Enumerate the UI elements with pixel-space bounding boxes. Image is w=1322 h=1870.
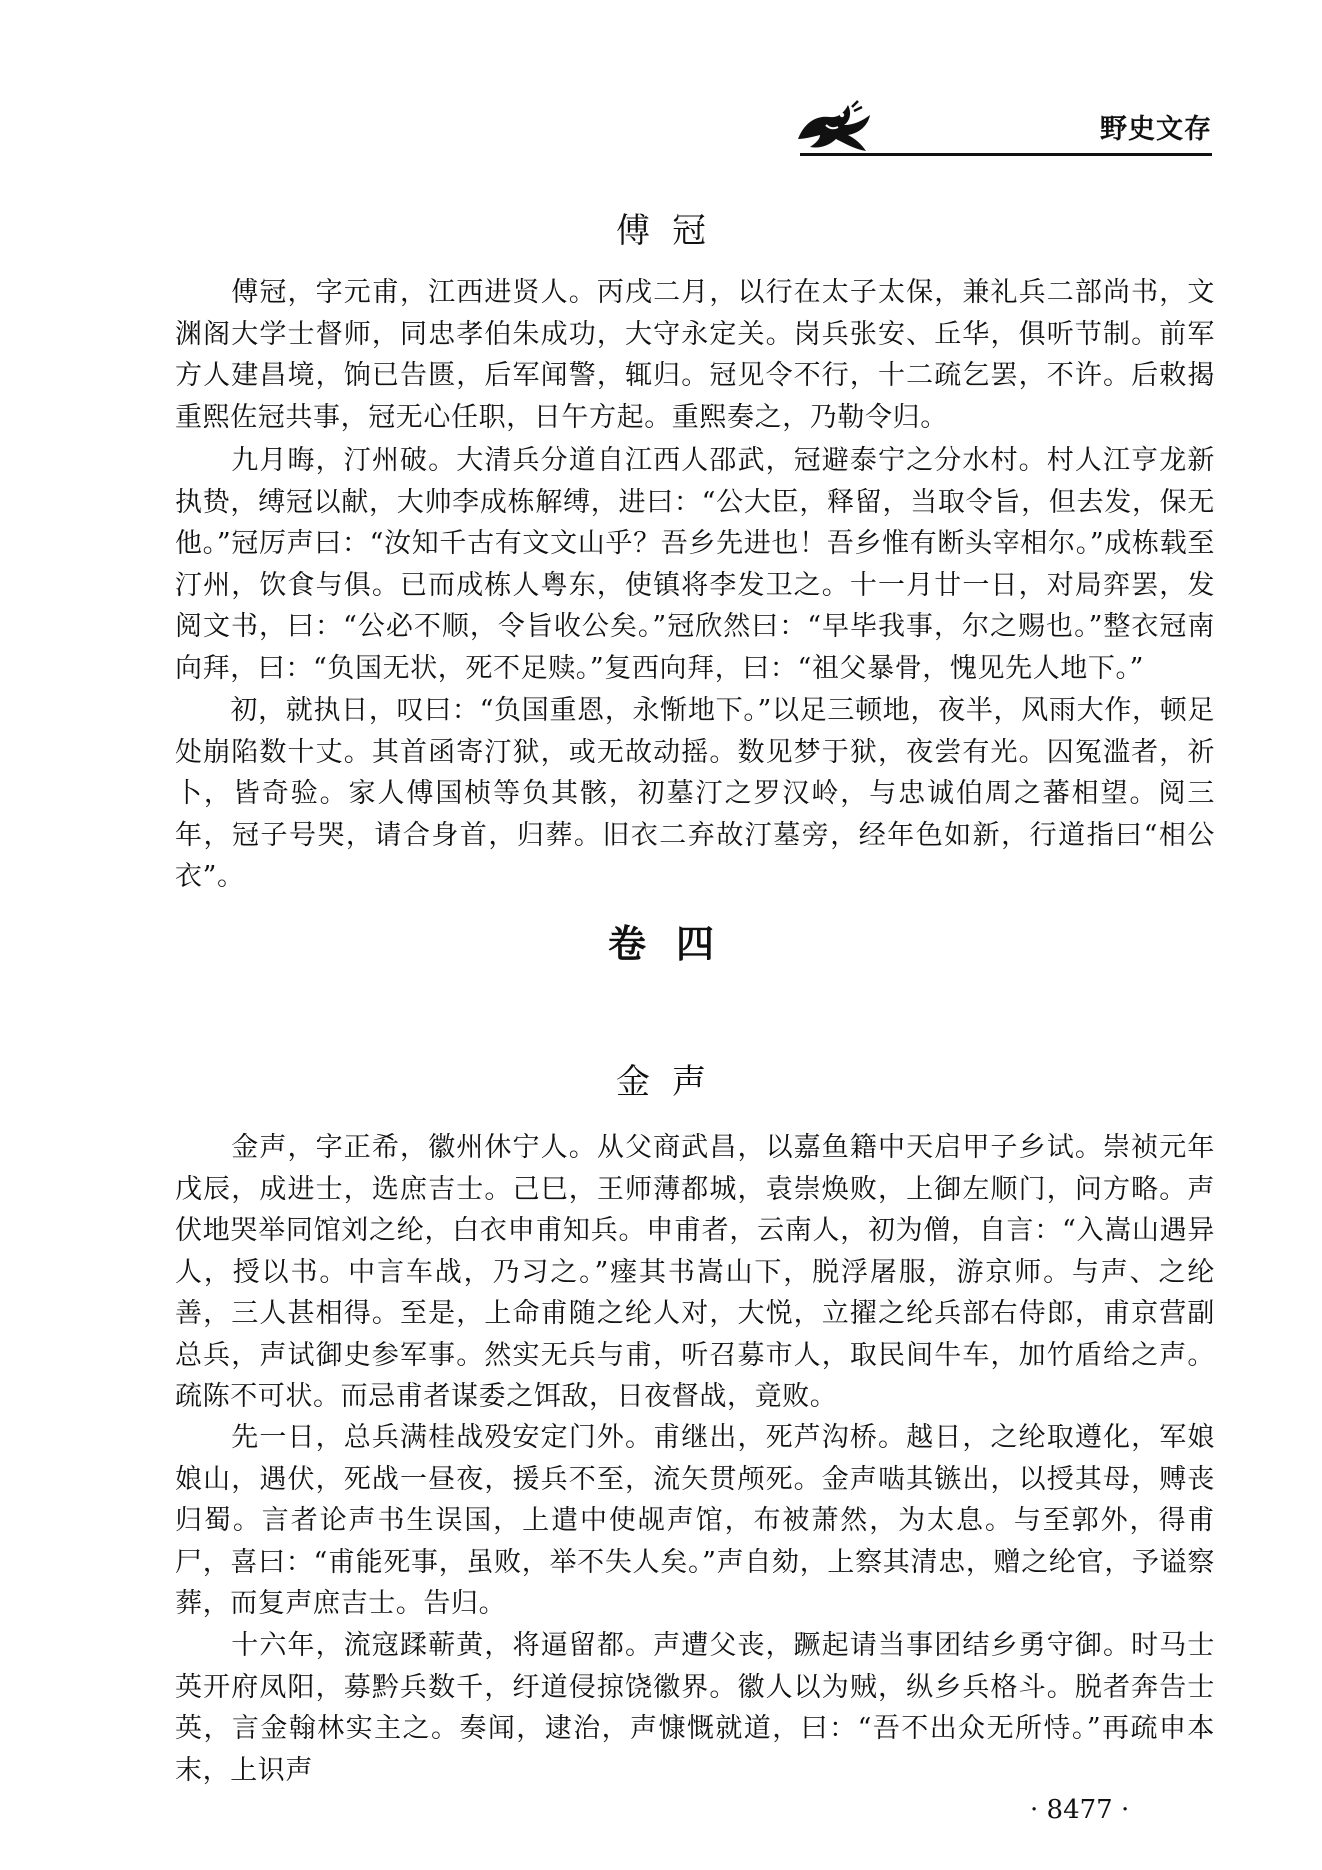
page-header (790, 95, 1212, 155)
volume-title: 卷四 (607, 922, 744, 966)
page-number: · 8477 · (1030, 1795, 1130, 1825)
paragraph: 金声，字正希，徽州休宁人。从父商武昌，以嘉鱼籍中天启甲子乡试。崇祯元年戊辰，成进士，选庶吉士。己巳，王师薄都城，袁崇焕败，上御左顺门，问方略。声伏地哭举同馆刘之纶，白衣申甫知兵。申甫者，云南人，初为僧，自言：“入嵩山遇异人，授以书。中言车战，乃习之。”瘗其书嵩山下，脱浮屠服，游京师。与声、之纶善，三人甚相得。至是，上命甫随之纶人对，大悦，立擢之纶兵部右侍郎，甫京营副总兵，声试御史参军事。然实无兵与甫，听召募市人，取民间牛车，加竹盾给之声。疏陈不可状。而忌甫者谋委之饵敌，日夜督战，竟败。 (175, 1132, 1215, 1412)
dragon-emblem-icon (790, 95, 880, 155)
paragraph: 十六年，流寇蹂蕲黄，将逼留都。声遭父丧，蹶起请当事团结乡勇守御。时马士英开府凤阳，募黔兵数千，纡道侵掠饶徽界。徽人以为贼，纵乡兵格斗。脱者奔告士英，言金翰林实主之。奏闻，逮治，声慷慨就道，曰：“吾不出众无所恃。”再疏申本末，上识声 (175, 1630, 1215, 1786)
paragraph: 初，就执日，叹曰：“负国重恩，永惭地下。”以足三顿地，夜半，风雨大作，顿足处崩陷数十丈。其首函寄汀狱，或无故动摇。数见梦于狱，夜尝有光。囚冤滥者，祈卜，皆奇验。家人傅国桢等负其骸，初墓汀之罗汉岭，与忠诚伯周之蕃相望。阅三年，冠子号哭，请合身首，归葬。旧衣二弃故汀墓旁，经年色如新，行道指曰“相公衣”。 (175, 695, 1215, 892)
series-title: 野史文存 (1100, 114, 1212, 145)
paragraph: 九月晦，汀州破。大清兵分道自江西人邵武，冠避泰宁之分水村。村人江亨龙新执贽，缚冠以献，大帅李成栋解缚，进曰：“公大臣，释留，当取令旨，但去发，保无他。”冠厉声曰：“汝知千古有文文山乎？吾乡先进也！吾乡惟有断头宰相尔。”成栋载至汀州，饮食与俱。已而成栋人粤东，使镇将李发卫之。十一月廿一日，对局弈罢，发阅文书，曰：“公必不顺，令旨收公矣。”冠欣然曰：“早毕我事，尔之赐也。”整衣冠南向拜，曰：“负国无状，死不足赎。”复西向拜，曰：“祖父暴骨，愧见先人地下。” (175, 445, 1215, 684)
paragraph: 傅冠，字元甫，江西进贤人。丙戌二月，以行在太子太保，兼礼兵二部尚书，文渊阁大学士督师，同忠孝伯朱成功，大守永定关。岗兵张安、丘华，俱听节制。前军方人建昌境，饷已告匮，后军闻警，辄归。冠见令不行，十二疏乞罢，不许。后敕揭重熙佐冠共事，冠无心任职，日午方起。重熙奏之，乃勒令归。 (175, 277, 1215, 433)
header-divider (800, 153, 1212, 156)
section-title-jin-sheng: 金声 (616, 1062, 728, 1102)
paragraph: 先一日，总兵满桂战殁安定门外。甫继出，死芦沟桥。越日，之纶取遵化，军娘娘山，遇伏，死战一昼夜，援兵不至，流矢贯颅死。金声啮其镞出，以授其母，赙丧归蜀。言者论声书生误国，上遣中使觇声馆，布被萧然，为太息。与至郭外，得甫尸，喜曰：“甫能死事，虽败，举不失人矣。”声自劾，上察其清忠，赠之纶官，予谥察葬，而复声庶吉士。告归。 (175, 1422, 1215, 1619)
section-title-fu-guan: 傅冠 (616, 211, 728, 251)
